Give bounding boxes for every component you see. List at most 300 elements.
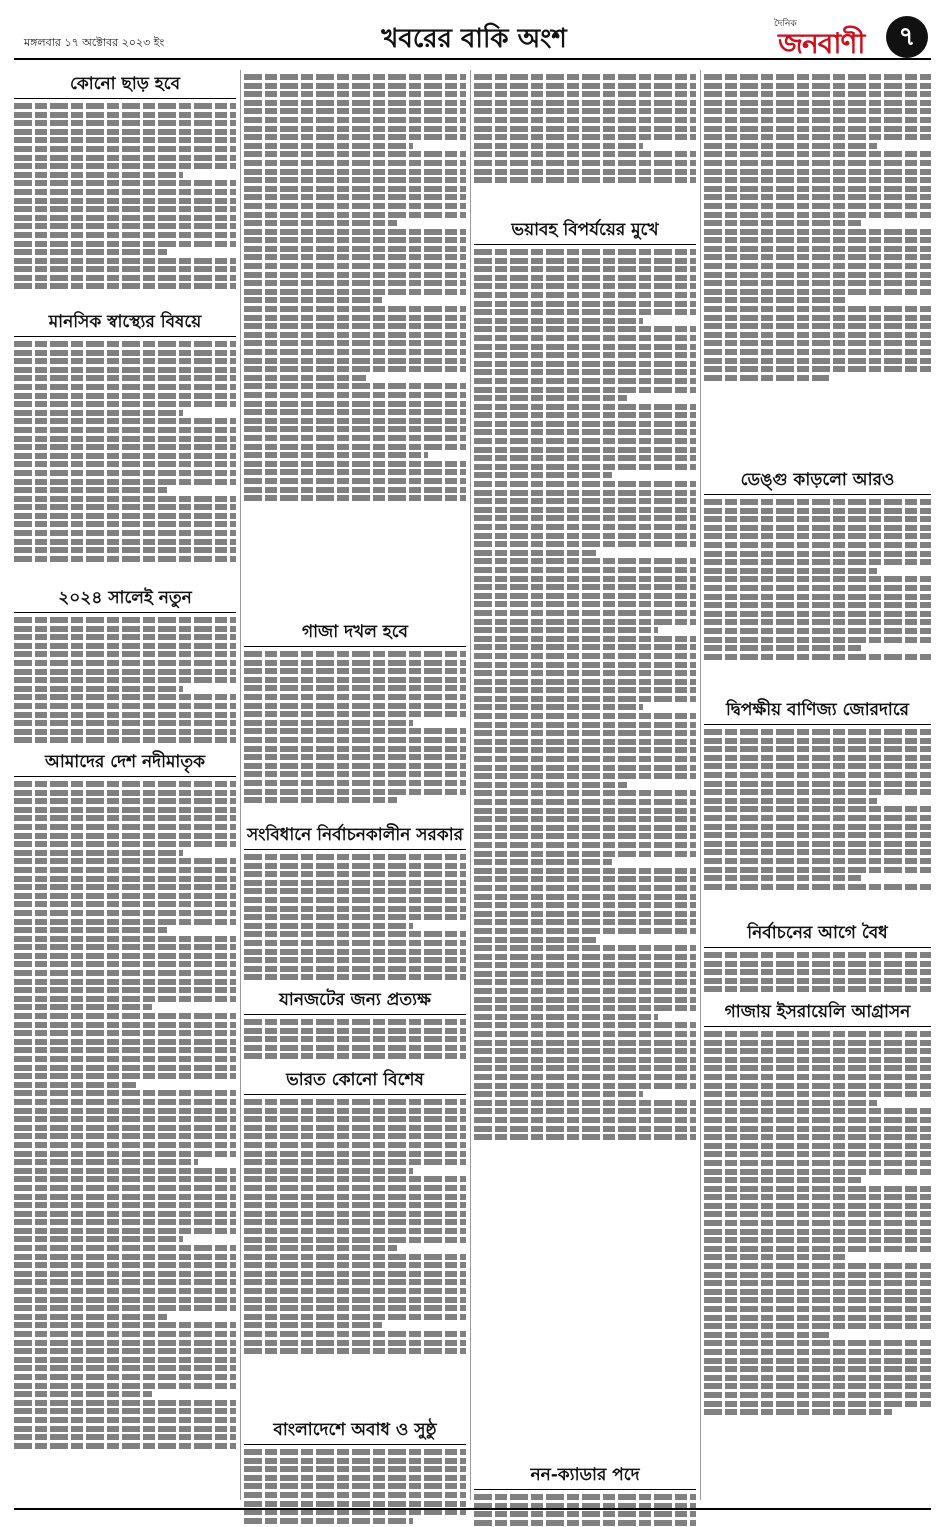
text-line (14, 643, 236, 649)
text-line (474, 670, 696, 676)
text-line (704, 1392, 931, 1398)
text-line (244, 1518, 413, 1524)
text-line (704, 594, 931, 600)
text-line (14, 1047, 236, 1053)
text-line (474, 653, 696, 659)
text-line (14, 824, 236, 830)
text-line (474, 662, 696, 668)
text-line (704, 969, 931, 975)
text-line (14, 1279, 236, 1285)
text-line (704, 74, 931, 80)
text-line (704, 1117, 931, 1123)
text-line (704, 551, 931, 557)
text-line (14, 720, 236, 726)
text-line (14, 155, 236, 161)
text-line (704, 1169, 931, 1175)
text-line (244, 728, 466, 734)
text-line (704, 1289, 931, 1295)
text-line (474, 911, 696, 917)
text-line (474, 369, 696, 375)
text-line (14, 626, 236, 632)
headline: বাংলাদেশে অবাধ ও সুষ্ঠু (244, 1418, 466, 1445)
story-body (704, 1027, 931, 1415)
text-line (474, 464, 696, 470)
text-line (474, 1520, 696, 1526)
text-line (704, 568, 877, 574)
text-line (474, 455, 696, 461)
text-line (704, 177, 931, 183)
text-line (244, 668, 466, 674)
text-line (244, 797, 397, 803)
text-line (704, 1229, 931, 1235)
column-divider (470, 70, 471, 1500)
text-line (14, 341, 236, 347)
text-line (704, 143, 877, 149)
text-line (244, 931, 466, 937)
text-line (474, 868, 696, 874)
text-line (474, 335, 696, 341)
text-line (244, 754, 466, 760)
text-line (474, 1091, 643, 1097)
text-line (14, 1065, 236, 1071)
text-line (244, 366, 466, 372)
text-line (704, 332, 931, 338)
text-line (244, 478, 466, 484)
text-line (704, 280, 931, 286)
text-line (704, 212, 931, 218)
text-line (704, 858, 931, 864)
text-line (14, 1383, 236, 1389)
text-line (14, 1168, 236, 1174)
text-line (14, 660, 236, 666)
text-line (474, 524, 696, 530)
text-line (474, 773, 696, 779)
headline: আমাদের দেশ নদীমাতৃক (14, 750, 236, 777)
text-line (474, 361, 696, 367)
text-line (704, 1151, 931, 1157)
text-line (14, 944, 236, 950)
text-line (704, 1246, 931, 1252)
text-line (704, 1126, 931, 1132)
text-line (14, 1125, 236, 1131)
text-line (244, 151, 466, 157)
text-line (244, 940, 466, 946)
text-line (14, 781, 236, 787)
text-line (14, 1374, 236, 1380)
text-line (14, 703, 236, 709)
text-line (474, 739, 696, 745)
text-line (704, 1108, 931, 1114)
logo-main-text: জনবাণী (778, 27, 865, 60)
text-line (474, 472, 612, 478)
text-line (704, 358, 931, 364)
text-line (244, 957, 466, 963)
text-line (474, 490, 696, 496)
text-line (704, 169, 931, 175)
text-line (14, 275, 236, 281)
text-line (14, 669, 236, 675)
text-line (474, 1014, 658, 1020)
text-line (14, 651, 236, 657)
text-line (14, 103, 236, 109)
text-line (14, 504, 236, 510)
text-line (14, 358, 236, 364)
text-line (474, 790, 696, 796)
text-line (14, 1142, 236, 1148)
text-line (244, 91, 466, 97)
story-body (244, 1015, 466, 1059)
text-line (704, 824, 931, 830)
text-line (474, 266, 696, 272)
text-line (14, 1228, 236, 1234)
text-line (474, 842, 696, 848)
text-line (14, 996, 236, 1002)
text-line (244, 461, 466, 467)
text-line (14, 461, 236, 467)
text-line (704, 340, 931, 346)
text-line (244, 1237, 466, 1243)
text-line (474, 387, 696, 393)
text-line (474, 1117, 696, 1123)
text-line (244, 651, 466, 657)
text-line (704, 1083, 931, 1089)
text-line (244, 863, 466, 869)
text-line (244, 694, 466, 700)
section-title: খবরের বাকি অংশ (381, 24, 567, 54)
text-line (244, 660, 466, 666)
text-line (244, 1254, 466, 1260)
text-line (474, 326, 696, 332)
text-line (244, 323, 466, 329)
text-line (244, 169, 466, 175)
text-line (474, 275, 696, 281)
text-line (14, 1108, 236, 1114)
text-line (704, 1057, 931, 1063)
text-line (14, 521, 236, 527)
text-line (244, 315, 466, 321)
text-line (474, 782, 627, 788)
text-line (14, 539, 236, 545)
text-line (474, 1022, 696, 1028)
text-line (14, 436, 236, 442)
text-line (474, 808, 696, 814)
text-line (244, 1501, 466, 1507)
text-line (244, 1262, 466, 1268)
text-line (14, 1236, 183, 1242)
text-line (244, 392, 466, 398)
text-line (474, 1494, 696, 1500)
text-line (704, 516, 931, 522)
text-line (474, 679, 696, 685)
text-line (244, 358, 466, 364)
text-line (474, 576, 696, 582)
text-line (704, 781, 931, 787)
text-line (704, 738, 931, 744)
text-line (474, 954, 696, 960)
story-c4s1 (704, 468, 931, 662)
story-c1s2 (14, 310, 236, 564)
text-line (244, 1305, 466, 1311)
text-line (14, 867, 236, 873)
text-line (474, 100, 696, 106)
text-line (704, 108, 931, 114)
text-line (474, 378, 696, 384)
text-line (704, 1383, 931, 1389)
text-line (474, 74, 696, 80)
text-line (474, 1057, 696, 1063)
text-line (474, 876, 696, 882)
text-line (704, 1297, 931, 1303)
text-line (474, 851, 696, 857)
text-line (14, 987, 236, 993)
text-line (244, 452, 428, 458)
text-line (244, 703, 466, 709)
text-line (244, 1151, 466, 1157)
text-line (14, 1202, 236, 1208)
text-line (244, 212, 466, 218)
text-line (474, 1005, 696, 1011)
text-line (14, 547, 236, 553)
text-line (244, 974, 466, 980)
text-line (244, 720, 413, 726)
text-line (704, 1375, 931, 1381)
text-line (704, 755, 931, 761)
text-line (14, 470, 236, 476)
text-line (704, 637, 931, 643)
text-line (14, 1400, 236, 1406)
text-line (704, 151, 931, 157)
text-line (244, 1053, 466, 1059)
text-line (704, 763, 931, 769)
headline: যানজটের জন্য প্রত্যক্ষ (244, 988, 466, 1015)
text-line (704, 815, 931, 821)
text-line (244, 880, 466, 886)
text-line (474, 91, 696, 97)
column-3 (474, 68, 696, 1508)
text-line (244, 685, 466, 691)
text-line (244, 134, 466, 140)
text-line (474, 292, 696, 298)
text-line (14, 634, 236, 640)
story-c2s1 (244, 620, 466, 806)
text-line (704, 1203, 931, 1209)
text-line (474, 1100, 696, 1106)
text-line (14, 1408, 236, 1414)
text-line (14, 1073, 236, 1079)
text-line (244, 1271, 466, 1277)
text-line (14, 729, 236, 735)
text-line (244, 1492, 466, 1498)
text-line (244, 1219, 466, 1225)
text-line (14, 833, 236, 839)
text-line (244, 1133, 466, 1139)
text-line (244, 444, 466, 450)
text-line (704, 1143, 931, 1149)
text-line (14, 884, 236, 890)
text-line (474, 601, 696, 607)
text-line (474, 134, 696, 140)
text-line (14, 513, 236, 519)
text-line (704, 263, 931, 269)
text-line (474, 498, 696, 504)
text-line (474, 309, 696, 315)
text-line (244, 254, 466, 260)
story-c2s4 (244, 1068, 466, 1357)
text-line (704, 315, 931, 321)
text-line (244, 1116, 466, 1122)
text-line (474, 627, 658, 633)
text-line (14, 384, 236, 390)
text-line (704, 978, 931, 984)
text-line (244, 871, 466, 877)
text-line (704, 559, 931, 565)
text-line (244, 854, 466, 860)
text-line (704, 1100, 877, 1106)
text-line (474, 894, 696, 900)
text-line (244, 1340, 466, 1346)
text-line (244, 117, 466, 123)
text-line (704, 789, 931, 795)
text-line (704, 297, 845, 303)
masthead (14, 16, 931, 60)
text-line (14, 858, 236, 864)
text-line (244, 349, 466, 355)
text-line (704, 628, 931, 634)
story-c1s3 (14, 586, 236, 746)
text-line (14, 617, 236, 623)
text-line (14, 1262, 236, 1268)
text-line (14, 1116, 236, 1122)
text-line (244, 923, 413, 929)
text-line (244, 426, 466, 432)
text-line (14, 1176, 236, 1182)
story-body (704, 70, 931, 381)
story-body (14, 613, 236, 743)
text-line (244, 383, 466, 389)
text-line (14, 1211, 236, 1217)
story-c2s5 (244, 1418, 466, 1526)
text-line (474, 756, 696, 762)
text-line (704, 746, 931, 752)
text-line (14, 1219, 236, 1225)
text-line (704, 654, 931, 660)
text-line (474, 997, 696, 1003)
text-line (704, 1401, 931, 1407)
text-line (244, 1045, 466, 1051)
text-line (14, 410, 183, 416)
text-line (704, 952, 931, 958)
story-c3s2 (474, 1463, 696, 1527)
headline: গাজা দখল হবে (244, 620, 466, 647)
text-line (14, 418, 236, 424)
text-line (14, 1082, 136, 1088)
text-line (704, 1160, 931, 1166)
headline: গাজায় ইসরায়েলি আগ্রাসন (704, 1000, 931, 1027)
story-c2s2 (244, 823, 466, 983)
text-line (244, 435, 466, 441)
text-line (14, 393, 236, 399)
text-line (474, 344, 696, 350)
text-line (704, 1366, 931, 1372)
text-line (474, 318, 643, 324)
text-line (244, 83, 466, 89)
text-line (14, 790, 236, 796)
text-line (474, 730, 696, 736)
text-line (244, 469, 466, 475)
text-line (704, 134, 931, 140)
text-line (474, 979, 696, 985)
text-line (704, 1409, 892, 1415)
text-line (244, 272, 466, 278)
story-body (704, 495, 931, 660)
text-line (704, 1332, 829, 1338)
text-line (14, 223, 236, 229)
headline: ডেঙ্গু কাড়লো আরও (704, 468, 931, 495)
text-line (244, 289, 466, 295)
text-line (474, 902, 696, 908)
text-line (704, 1237, 931, 1243)
text-line (244, 246, 466, 252)
text-line (14, 1004, 152, 1010)
text-line (244, 1194, 466, 1200)
text-line (704, 289, 931, 295)
text-line (704, 1315, 931, 1321)
text-line (474, 151, 696, 157)
text-line (14, 556, 236, 562)
text-line (704, 349, 931, 355)
text-line (14, 1056, 236, 1062)
text-line (474, 567, 696, 573)
text-line (704, 619, 931, 625)
text-line (14, 1022, 236, 1028)
text-line (244, 771, 466, 777)
column-2 (244, 68, 466, 1508)
column-divider (240, 70, 241, 1500)
headline: কোনো ছাড় হবে (14, 72, 236, 99)
text-line (474, 1083, 696, 1089)
text-line (704, 542, 931, 548)
text-line (704, 849, 931, 855)
text-line (14, 129, 236, 135)
text-line (14, 1348, 236, 1354)
text-line (704, 867, 931, 873)
text-line (704, 375, 829, 381)
text-line (474, 859, 612, 865)
text-line (474, 799, 696, 805)
text-line (704, 645, 861, 651)
text-line (14, 232, 236, 238)
text-line (244, 1331, 466, 1337)
text-line (244, 949, 466, 955)
text-line (474, 550, 596, 556)
text-line (244, 1509, 466, 1515)
text-line (474, 177, 696, 183)
text-line (14, 1391, 152, 1397)
text-line (244, 1449, 466, 1455)
text-line (474, 593, 696, 599)
text-line (474, 747, 696, 753)
text-line (704, 306, 931, 312)
page-footer-rule (14, 1508, 931, 1510)
text-line (474, 962, 696, 968)
text-line (704, 203, 931, 209)
story-c2s3 (244, 988, 466, 1062)
text-line (474, 619, 696, 625)
story-body (244, 1445, 466, 1524)
story-c2s0 (244, 70, 466, 504)
text-line (474, 1040, 696, 1046)
text-line (14, 927, 167, 933)
